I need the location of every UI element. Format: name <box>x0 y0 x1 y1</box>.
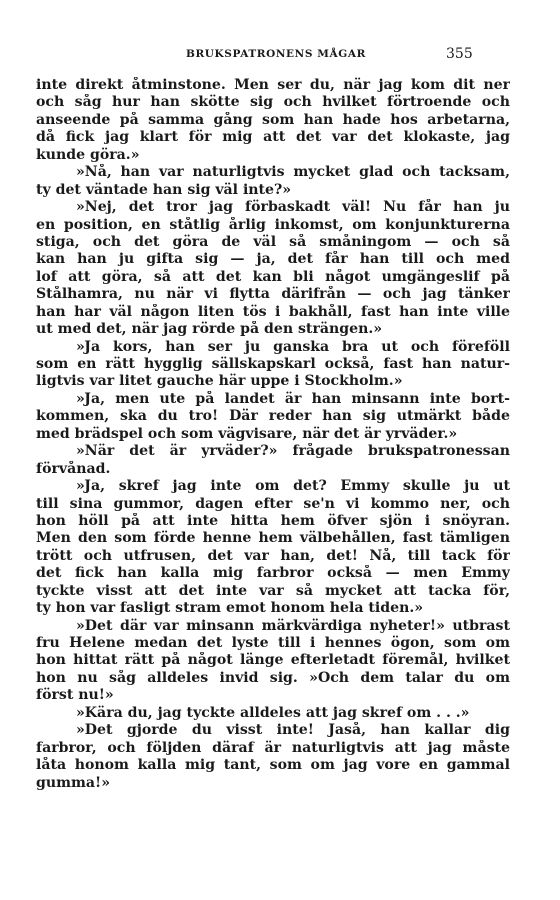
text-line: ligtvis var litet gauche här uppe i Stockholm.» <box>36 373 403 390</box>
text-line: förvånad. <box>36 460 111 477</box>
text-line: »Nej, det tror jag förbaskadt väl! Nu får han ju <box>76 199 510 216</box>
text-line: kommen, ska du tro! Där reder han sig utmärkt både <box>36 408 510 425</box>
text-line: han har väl någon liten tös i bakhåll, fast han inte ville <box>36 303 510 320</box>
text-line: låta honom kalla mig tant, som om jag vore en gammal <box>36 757 510 774</box>
text-line: »Ja, men ute på landet är han minsann inte bort- <box>76 390 510 407</box>
text-line: tyckte visst att det inte var så mycket att tacka för, <box>36 582 510 599</box>
text-line: ut med det, när jag rörde på den strängen.» <box>36 321 383 338</box>
running-title: BRUKSPATRONENS MÅGAR <box>186 48 366 60</box>
text-line: Stålhamra, nu när vi flytta därifrån — och jag tänker <box>36 286 510 303</box>
text-line: först nu!» <box>36 687 114 704</box>
text-line: »Ja, skref jag inte om det? Emmy skulle ju ut <box>76 478 510 495</box>
text-line: inte direkt åtminstone. Men ser du, när jag kom dit ner <box>36 77 510 93</box>
text-line: kunde göra.» <box>36 146 140 163</box>
text-line: »Kära du, jag tyckte alldeles att jag skref om . . .» <box>76 704 470 721</box>
text-line: en position, en ståtlig årlig inkomst, om konjunkturerna <box>36 216 510 233</box>
text-line: och såg hur han skötte sig och hvilket förtroende och <box>36 94 510 111</box>
text-line: »När det är yrväder?» frågade brukspatronessan <box>76 443 510 460</box>
text-line: det fick han kalla mig farbror också — men Emmy <box>36 565 510 582</box>
text-line: trött och utfrusen, det var han, det! Nå, till tack för <box>36 547 510 564</box>
text-line: kan han ju gifta sig — ja, det får han till och med <box>36 251 510 268</box>
page-number: 355 <box>446 46 473 62</box>
running-head <box>0 46 560 68</box>
text-line: fru Helene medan det lyste till i hennes ögon, som om <box>36 635 510 651</box>
text-line: ty hon var fasligt stram emot honom hela tiden.» <box>36 600 424 617</box>
text-line: »Det gjorde du visst inte! Jaså, han kallar dig <box>76 722 510 739</box>
text-line: hon höll på att inte hitta hem öfver sjön i snöyran. <box>36 512 510 529</box>
text-line: hon nu såg alldeles invid sig. »Och dem talar du om <box>36 669 510 686</box>
text-line: till sina gummor, dagen efter se'n vi kommo ner, och <box>36 495 510 512</box>
text-line: med brädspel och som vägvisare, när det är yrväder.» <box>36 425 458 442</box>
text-line: stiga, och det göra de väl så småningom — och så <box>36 233 510 250</box>
text-line: hon hittat rätt på något länge efterletadt föremål, hvilket <box>36 652 510 669</box>
text-line: farbror, och följden däraf är naturligtvis att jag måste <box>36 739 510 756</box>
text-line: »Det där var minsann märkvärdiga nyheter!» utbrast <box>76 617 510 634</box>
text-line: då fick jag klart för mig att det var det klokaste, jag <box>36 129 510 146</box>
text-line: Men den som förde henne hem välbehållen, fast tämligen <box>36 530 510 547</box>
text-line: lof att göra, så att det kan bli något umgängeslif på <box>36 268 510 285</box>
text-line: »Nå, han var naturligtvis mycket glad och tacksam, <box>76 164 510 181</box>
text-line: anseende på samma gång som han hade hos arbetarna, <box>36 111 510 128</box>
body-text <box>36 77 510 792</box>
text-line: som en rätt hygglig sällskapskarl också, fast han natur- <box>36 356 510 372</box>
text-line: gumma!» <box>36 774 111 791</box>
text-line: »Ja kors, han ser ju ganska bra ut och föreföll <box>76 338 510 355</box>
text-line: ty det väntade han sig väl inte?» <box>36 181 292 198</box>
